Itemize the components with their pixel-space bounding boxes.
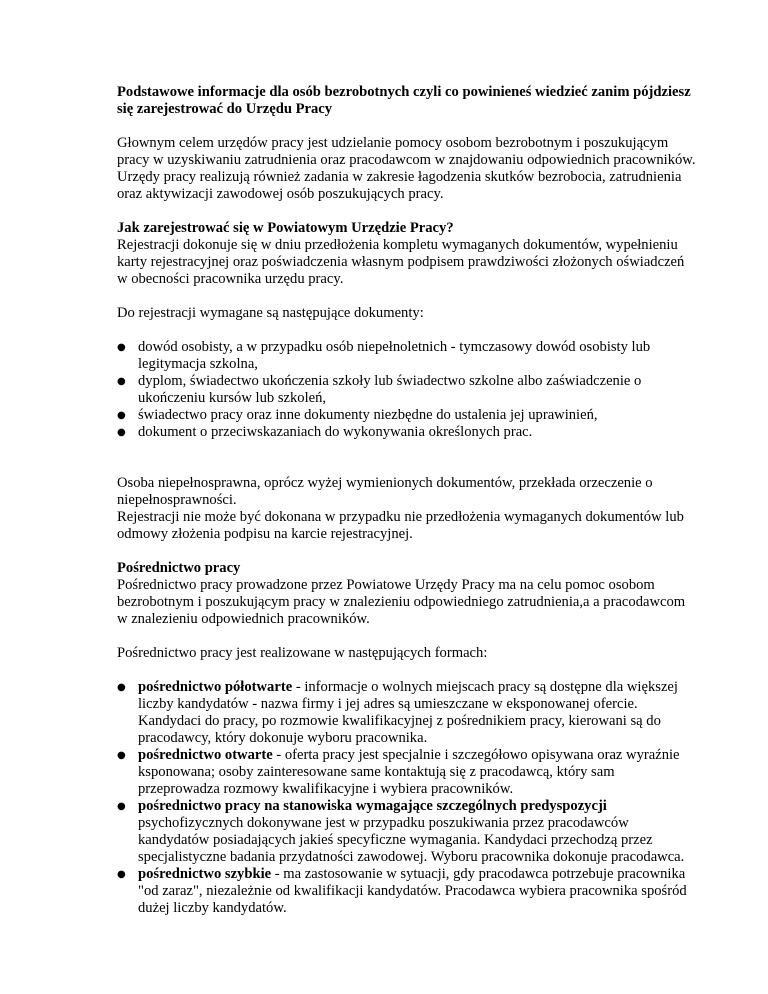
bullet-icon: ●	[117, 682, 126, 693]
form-term: pośrednictwo pracy na stanowiska wymagające szczególnych predyspozycji	[138, 798, 607, 814]
list-item-text: dyplom, świadectwo ukończenia szkoły lub świadectwo szkolne albo zaświadczenie o ukończeniu kursów lub szkoleń,	[138, 373, 642, 406]
list-item	[117, 424, 697, 441]
registration-paragraph: Rejestracji dokonuje się w dniu przedłożenia kompletu wymaganych dokumentów, wypełnieniu karty rejestracyjnej oraz poświadczenia własnym podpisem prawdziwości złożonych oświadczeń w obecności pracownika urzędu pracy.	[117, 237, 685, 287]
forms-intro: Pośrednictwo pracy jest realizowane w następujących formach:	[117, 645, 488, 661]
required-documents-list	[117, 339, 697, 441]
list-item	[117, 679, 697, 747]
intro-paragraph: Głownym celem urzędów pracy jest udzielanie pomocy osobom bezrobotnym i poszukującym pracy w uzyskiwaniu zatrudnienia oraz pracodawcom w znajdowaniu odpowiednich pracowników. Urzędy pracy realizują również zadania w zakresie łagodzenia skutków bezrobocia, zatrudnienia oraz aktywizacji zawodowej osób poszukujących pracy.	[117, 135, 696, 202]
form-term: pośrednictwo półotwarte	[138, 679, 293, 695]
form-description: - ma zastosowanie w sytuacji, gdy pracodawca potrzebuje pracownika "od zaraz", niezależnie od kwalifikacji kandydatów. Pracodawca wybiera pracownika spośród dużej liczby kandydatów.	[138, 866, 687, 916]
disabled-note: Osoba niepełnosprawna, oprócz wyżej wymienionych dokumentów, przekłada orzeczenie o niepełnosprawności.	[117, 475, 653, 508]
list-item	[117, 866, 697, 917]
list-item	[117, 339, 697, 373]
bullet-icon: ●	[117, 869, 126, 880]
form-description: - oferta pracy jest specjalnie i szczegółowo opisywana oraz wyraźnie ksponowana; osoby zainteresowane same kontaktują się z pracodawcą, który sam przeprowadza rozmowy kwalifikacyjne i wybiera pracowników.	[138, 747, 680, 797]
form-term: pośrednictwo szybkie	[138, 866, 272, 882]
list-item-text: dokument o przeciwskazaniach do wykonywania określonych prac.	[138, 424, 533, 440]
mediation-forms-list	[117, 679, 697, 917]
list-item-text: dowód osobisty, a w przypadku osób niepełnoletnich - tymczasowy dowód osobisty lub legitymacja szkolna,	[138, 339, 651, 372]
list-item-text: świadectwo pracy oraz inne dokumenty niezbędne do ustalenia jej uprawinień,	[138, 407, 598, 423]
list-item	[117, 747, 697, 798]
documents-intro: Do rejestracji wymagane są następujące dokumenty:	[117, 305, 424, 321]
bullet-icon: ●	[117, 410, 126, 421]
bullet-icon: ●	[117, 427, 126, 438]
list-item	[117, 798, 697, 866]
form-description: psychofizycznych dokonywane jest w przypadku poszukiwania przez pracodawców kandydatów posiadających jakieś specyficzne wymagania. Kandydaci przechodzą przez specjalistyczne badania przydatności zawodowej. Wyboru pracownika dokonuje pracodawca.	[138, 815, 685, 865]
list-item	[117, 407, 697, 424]
bullet-icon: ●	[117, 376, 126, 387]
document-title: Podstawowe informacje dla osób bezrobotnych czyli co powinieneś wiedzieć zanim pójdziesz się zarejestrować do Urzędu Pracy	[117, 84, 691, 117]
bullet-icon: ●	[117, 342, 126, 353]
bullet-icon: ●	[117, 801, 126, 812]
list-item	[117, 373, 697, 407]
document-page	[117, 84, 697, 934]
form-description: - informacje o wolnych miejscach pracy są dostępne dla większej liczby kandydatów - nazwa firmy i jej adres są umieszczane w eksponowanej ofercie. Kandydaci do pracy, po rozmowie kwalifikacyjnej z pośrednikiem pracy, kierowani są do pracodawcy, który dokonuje wyboru pracownika.	[138, 679, 678, 746]
bullet-icon: ●	[117, 750, 126, 761]
form-term: pośrednictwo otwarte	[138, 747, 273, 763]
registration-heading: Jak zarejestrować się w Powiatowym Urzędzie Pracy?	[117, 220, 454, 236]
mediation-heading: Pośrednictwo pracy	[117, 560, 241, 576]
mediation-paragraph: Pośrednictwo pracy prowadzone przez Powiatowe Urzędy Pracy ma na celu pomoc osobom bezrobotnym i poszukującym pracy w znalezieniu odpowiedniego zatrudnienia,a a pracodawcom w znalezieniu odpowiednich pracowników.	[117, 577, 686, 627]
refusal-note: Rejestracji nie może być dokonana w przypadku nie przedłożenia wymaganych dokumentów lub odmowy złożenia podpisu na karcie rejestracyjnej.	[117, 509, 684, 542]
